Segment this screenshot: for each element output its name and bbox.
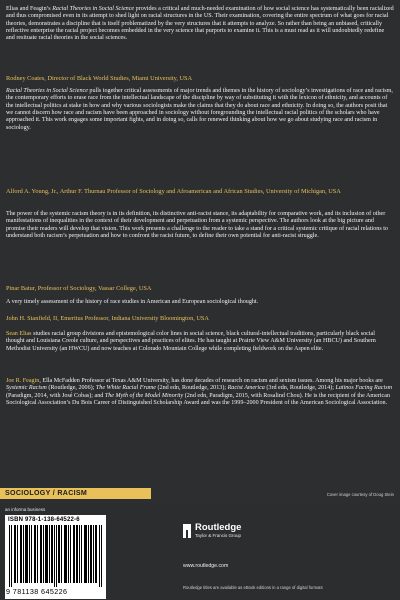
review-4-attribution: John H. Stanfield, II, Emeritus Professor, Indiana University Bloomington, USA xyxy=(6,315,209,322)
author-bio-elias: Sean Elias studies racial group divisions and epistemological color lines in social science, black cultural-intellectual traditions, particularly black social thought and Louisiana Creole culture, and perspectives and practices of elites. He has taught at Prairie View A&M University (an HBCU) and Southern Methodist University (an HWCU) and now teaches at Colorado Mountain College while completing fieldwork on the Aspen elite. xyxy=(6,331,376,352)
publisher-url[interactable]: www.routledge.com xyxy=(183,563,229,569)
review-4-text: A very timely assessment of the history of race studies in American and European sociological thought. xyxy=(6,299,259,305)
author-bio-feagin: Joe R. Feagin, Ella McFadden Professor at Texas A&M University, has done decades of research on racism and sexism issues. Among his major books are Systemic Racism (Routledge, 2006); The White Racial Frame (2nd edn, Routledge, 2013); Racist America (3rd edn, Routledge, 2014); Latinos Facing Racism (Paradigm, 2014, with José Cobas); and The Myth of the Model Minority (2nd edn, Paradigm, 2015, with Rosalind Chou). He is the recipient of the American Sociological Association’s Du Bois Career of Distinguished Scholarship Award and was the 1999–2000 President of the American Sociological Association. xyxy=(6,378,392,407)
publisher-subtitle: Taylor & Francis Group xyxy=(195,533,242,538)
publisher-name: Routledge xyxy=(195,522,242,533)
author-name-feagin: Joe R. Feagin xyxy=(6,378,40,384)
review-2-attribution: Alford A. Young, Jr., Arthur F. Thurnau Professor of Sociology and Afroamerican and African Studies, University of Michigan, USA xyxy=(6,188,341,195)
subject-category-label: SOCIOLOGY / RACISM xyxy=(0,488,151,499)
barcode-icon xyxy=(8,525,103,587)
review-2-text: Racial Theories in Social Science pulls together critical assessments of major trends and themes in the history of sociology’s investigations of race and racism, the contemporary efforts to erase race from the intellectual landscape of the discipline by way of substituting it with the lexicon of ethnicity, and accounts of the intellectual politics at stake in how and why various sociologists make the claims that they do about race and ethnicity. In doing so, the authors posit that we cannot discern how race and racism have been approached in sociology without foregrounding the intellectual racial politics of the scholars who have approached it. This work engages some important fights, and in doing so, calls for renewed thinking about how we go about studying race and racism in sociology. xyxy=(6,88,393,131)
review-1-attribution: Rodney Coates, Director of Black World Studies, Miami University, USA xyxy=(6,75,193,82)
review-3-attribution: Pinar Batur, Professor of Sociology, Vassar College, USA xyxy=(6,285,152,292)
review-1-text: Elias and Feagin’s Racial Theories in Social Science provides a critical and much-needed examination of how social science has systematically been racialized and thus compromised even in its attempt to shed light on racial structures in the US. Their examination, covering the entire spectrum of what goes for racial theories, demonstrates a discipline that is itself problematized by the very structures that it attempts to analyze. So rather than being an unbiased, critically reflective enterprise the racial project becomes embedded in the very science that purports to examine it. This is a must read as it will undoubtedly redefine and resituate racial theories in the social sciences. xyxy=(6,6,394,42)
cover-image-credit: Cover image courtesy of Doug Stein xyxy=(326,492,394,497)
author-name-elias: Sean Elias xyxy=(6,331,32,337)
isbn-text: ISBN 978-1-138-64522-6 xyxy=(8,517,80,523)
review-3-text: The power of the systemic racism theory is in its definition, its distinctive anti-racist stance, its adaptability for comparative work, and its inclusion of other manifestations of inequalities in the context of their development and perpetuation from a systemic perspective. The authors look at the big picture and promise their readers will develop that vision. This work presents a challenge to the reader to take a stand for a critical systemic critique of racial relations to understand both racism’s perpetuation and how to confront the racist future, to define their own potential for anti-racist struggle. xyxy=(6,211,388,240)
ebook-note: Routledge titles are available as eBook editions in a range of digital formats xyxy=(183,585,323,590)
routledge-logo-icon xyxy=(182,524,192,538)
barcode-number: 9 781138 645226 xyxy=(6,587,68,596)
informa-tagline: an informa business xyxy=(5,507,46,512)
barcode-block xyxy=(5,515,106,599)
